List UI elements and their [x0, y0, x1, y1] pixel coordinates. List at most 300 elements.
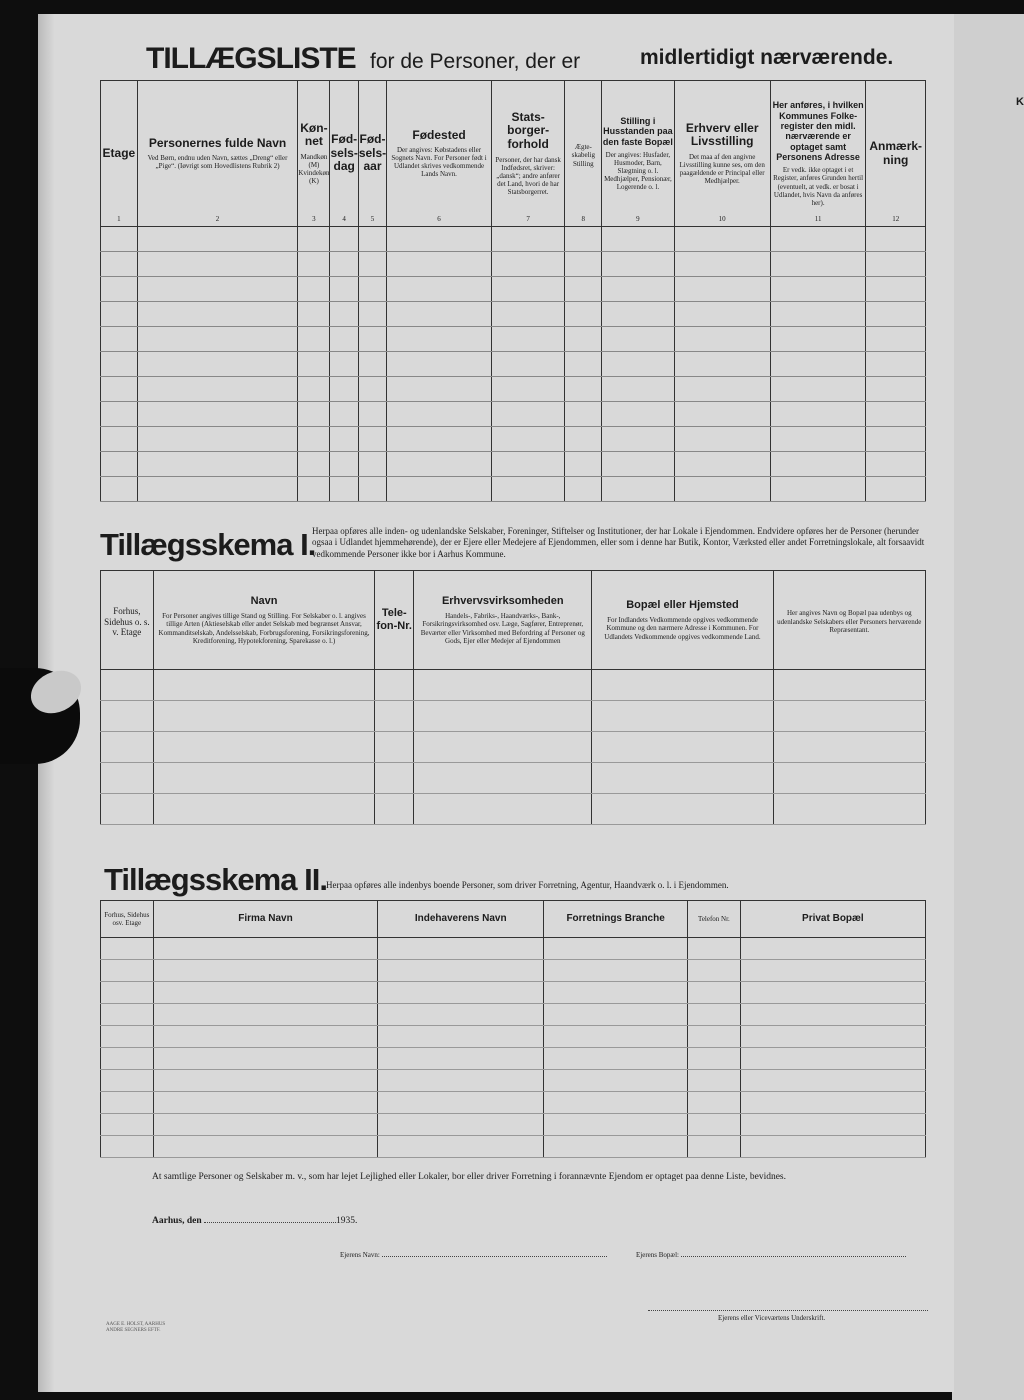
skema2-cell[interactable] — [378, 982, 544, 1004]
skema1-col-5 — [592, 571, 773, 670]
list-cell[interactable] — [330, 452, 358, 477]
skema1-cell[interactable] — [773, 794, 925, 825]
skema1-table — [100, 570, 926, 825]
list-cell[interactable] — [101, 427, 138, 452]
list-cell[interactable] — [491, 227, 564, 252]
list-row — [101, 227, 926, 252]
skema2-cell[interactable] — [101, 1114, 154, 1136]
skema1-cell[interactable] — [773, 701, 925, 732]
skema2-cell[interactable] — [688, 1092, 741, 1114]
list-cell[interactable] — [866, 277, 926, 302]
list-cell[interactable] — [866, 377, 926, 402]
list-cell[interactable] — [101, 277, 138, 302]
skema2-cell[interactable] — [688, 1048, 741, 1070]
skema2-cell[interactable] — [101, 982, 154, 1004]
list-cell[interactable] — [565, 452, 602, 477]
list-cell[interactable] — [298, 477, 330, 502]
list-col-note: Mandkøn (M) Kvindekøn (K) — [298, 153, 330, 186]
owner-name-label: Ejerens Navn: — [340, 1251, 380, 1259]
list-cell[interactable] — [866, 252, 926, 277]
list-cell[interactable] — [358, 227, 386, 252]
list-cell[interactable] — [298, 227, 330, 252]
list-cell[interactable] — [298, 327, 330, 352]
list-cell[interactable] — [491, 427, 564, 452]
skema2-cell[interactable] — [153, 960, 378, 982]
skema2-cell[interactable] — [740, 1048, 925, 1070]
list-cell[interactable] — [101, 452, 138, 477]
list-col-12 — [866, 81, 926, 227]
list-cell[interactable] — [674, 427, 770, 452]
list-cell[interactable] — [866, 352, 926, 377]
list-cell[interactable] — [866, 477, 926, 502]
skema1-cell[interactable] — [375, 794, 414, 825]
skema1-cell[interactable] — [101, 794, 154, 825]
skema2-cell[interactable] — [688, 1070, 741, 1092]
list-cell[interactable] — [674, 277, 770, 302]
skema2-instructions: Herpaa opføres alle indenbys boende Personer, som driver Forretning, Agentur, Haandværk o. l. i Ejendommen. — [326, 880, 729, 890]
list-cell[interactable] — [674, 402, 770, 427]
list-col-9 — [602, 81, 674, 227]
skema2-cell[interactable] — [544, 938, 688, 960]
skema2-cell[interactable] — [688, 1004, 741, 1026]
skema1-cell[interactable] — [592, 670, 773, 701]
list-cell[interactable] — [602, 227, 674, 252]
skema2-cell[interactable] — [153, 1070, 378, 1092]
skema2-col-head: Forhus, Sidehus osv. Etage — [104, 910, 150, 927]
list-cell[interactable] — [101, 352, 138, 377]
skema1-cell[interactable] — [773, 670, 925, 701]
skema1-cell[interactable] — [375, 763, 414, 794]
skema1-col-3 — [375, 571, 414, 670]
list-cell[interactable] — [137, 302, 298, 327]
skema2-cell[interactable] — [688, 960, 741, 982]
list-cell[interactable] — [101, 477, 138, 502]
list-cell[interactable] — [565, 427, 602, 452]
skema1-cell[interactable] — [414, 763, 592, 794]
list-cell[interactable] — [602, 377, 674, 402]
skema1-cell[interactable] — [101, 732, 154, 763]
list-cell[interactable] — [298, 427, 330, 452]
list-cell[interactable] — [387, 352, 492, 377]
skema2-col-6 — [740, 901, 925, 938]
skema2-col-head: Indehaverens Navn — [414, 913, 507, 925]
skema2-cell[interactable] — [544, 1114, 688, 1136]
skema1-cell[interactable] — [414, 794, 592, 825]
skema2-cell[interactable] — [378, 960, 544, 982]
skema2-cell[interactable] — [740, 982, 925, 1004]
list-cell[interactable] — [387, 452, 492, 477]
list-cell[interactable] — [330, 402, 358, 427]
skema1-cell[interactable] — [375, 732, 414, 763]
list-col-head: Stilling i Husstanden paa den faste Bopæl — [602, 115, 673, 147]
skema1-cell[interactable] — [592, 763, 773, 794]
skema2-cell[interactable] — [101, 938, 154, 960]
skema1-cell[interactable] — [375, 701, 414, 732]
list-col-number: 9 — [636, 214, 640, 223]
skema2-cell[interactable] — [378, 1136, 544, 1158]
skema2-cell[interactable] — [101, 1026, 154, 1048]
skema2-cell[interactable] — [688, 938, 741, 960]
list-cell[interactable] — [674, 252, 770, 277]
list-col-number: 4 — [342, 214, 346, 223]
list-cell[interactable] — [387, 427, 492, 452]
skema2-cell[interactable] — [544, 1136, 688, 1158]
list-cell[interactable] — [491, 377, 564, 402]
list-cell[interactable] — [358, 452, 386, 477]
list-cell[interactable] — [298, 352, 330, 377]
date-field[interactable] — [204, 1222, 336, 1223]
list-cell[interactable] — [137, 452, 298, 477]
signature-field[interactable] — [648, 1310, 928, 1311]
skema2-cell[interactable] — [544, 1026, 688, 1048]
skema1-col-head: Navn — [250, 594, 278, 607]
skema2-row — [101, 960, 926, 982]
skema1-col-note: For Personer angives tillige Stand og Stilling. For Selskaber o. l. angives tillige Arten (Aktieselskab eller andet Selskab med begrænset Ansvar, Kommanditselskab, Andelsselskab, Forbrugsforening, Forsikringsforening, Kreditforening, Hypotekforening, Sparekasse o. l.) — [158, 611, 370, 645]
list-cell[interactable] — [137, 277, 298, 302]
skema1-cell[interactable] — [414, 732, 592, 763]
list-cell[interactable] — [358, 427, 386, 452]
supplementary-list-table — [100, 80, 926, 502]
list-cell[interactable] — [770, 402, 866, 427]
place-label: Aarhus, den — [152, 1216, 202, 1226]
skema2-row — [101, 1114, 926, 1136]
list-cell[interactable] — [137, 352, 298, 377]
list-cell[interactable] — [387, 227, 492, 252]
list-col-3 — [298, 81, 330, 227]
list-cell[interactable] — [330, 227, 358, 252]
list-cell[interactable] — [330, 377, 358, 402]
skema2-cell[interactable] — [740, 1092, 925, 1114]
skema2-cell[interactable] — [378, 1114, 544, 1136]
list-cell[interactable] — [674, 452, 770, 477]
list-title-rest: for de Personer, der er — [370, 50, 581, 73]
list-cell[interactable] — [770, 377, 866, 402]
list-col-head: Fød-sels-dag — [330, 131, 358, 174]
list-row — [101, 427, 926, 452]
owner-address-line — [636, 1251, 906, 1259]
list-col-6 — [387, 81, 492, 227]
skema2-cell[interactable] — [740, 960, 925, 982]
list-cell[interactable] — [137, 252, 298, 277]
list-cell[interactable] — [770, 452, 866, 477]
skema1-cell[interactable] — [153, 763, 375, 794]
list-cell[interactable] — [101, 302, 138, 327]
list-cell[interactable] — [101, 252, 138, 277]
skema2-cell[interactable] — [378, 1092, 544, 1114]
list-cell[interactable] — [770, 277, 866, 302]
skema2-cell[interactable] — [740, 938, 925, 960]
list-cell[interactable] — [137, 477, 298, 502]
list-cell[interactable] — [602, 252, 674, 277]
list-cell[interactable] — [137, 402, 298, 427]
list-cell[interactable] — [298, 452, 330, 477]
skema1-text-2: Endvidere opføres her de Personer (herunder ogsaa i Udlandet hjemmehørende), der er Ejere eller Medejere af Ejendommen, eller som i denne har Butik, Kontor, Værksted eller andet Forretningslokale, alt forsaavidt vedkommende Personer ikke bor i Aarhus Kommune. — [312, 526, 925, 559]
skema2-cell[interactable] — [153, 938, 378, 960]
skema2-cell[interactable] — [544, 982, 688, 1004]
list-cell[interactable] — [387, 327, 492, 352]
skema2-cell[interactable] — [101, 1048, 154, 1070]
list-cell[interactable] — [866, 227, 926, 252]
list-cell[interactable] — [602, 477, 674, 502]
list-row — [101, 277, 926, 302]
owner-address-field[interactable] — [681, 1256, 906, 1257]
skema2-cell[interactable] — [101, 1070, 154, 1092]
skema1-cell[interactable] — [153, 701, 375, 732]
list-cell[interactable] — [674, 302, 770, 327]
skema2-cell[interactable] — [101, 960, 154, 982]
skema1-cell[interactable] — [773, 763, 925, 794]
list-col-note: Der angives: Købstadens eller Sognets Navn. For Personer født i Udlandet skrives vedkommende Lands Navn. — [391, 146, 487, 179]
list-cell[interactable] — [602, 352, 674, 377]
skema2-cell[interactable] — [101, 1092, 154, 1114]
list-cell[interactable] — [298, 277, 330, 302]
list-cell[interactable] — [137, 427, 298, 452]
list-cell[interactable] — [358, 327, 386, 352]
list-cell[interactable] — [565, 302, 602, 327]
list-cell[interactable] — [330, 327, 358, 352]
list-cell[interactable] — [101, 377, 138, 402]
list-cell[interactable] — [770, 352, 866, 377]
list-col-number: 8 — [581, 214, 586, 223]
skema2-cell[interactable] — [740, 1004, 925, 1026]
list-col-number: 10 — [718, 214, 726, 223]
list-cell[interactable] — [770, 327, 866, 352]
list-col-head: Køn-net — [300, 120, 328, 149]
skema2-col-head: Privat Bopæl — [802, 913, 864, 925]
skema2-col-4 — [544, 901, 688, 938]
list-cell[interactable] — [565, 402, 602, 427]
list-col-number: 12 — [892, 214, 900, 223]
list-cell[interactable] — [602, 427, 674, 452]
list-cell[interactable] — [491, 352, 564, 377]
list-cell[interactable] — [330, 277, 358, 302]
list-cell[interactable] — [298, 402, 330, 427]
owner-name-field[interactable] — [382, 1256, 607, 1257]
list-col-head: Stats-borger-forhold — [507, 109, 550, 152]
skema1-cell[interactable] — [414, 670, 592, 701]
list-cell[interactable] — [387, 252, 492, 277]
skema2-cell[interactable] — [153, 1136, 378, 1158]
skema2-cell[interactable] — [740, 1026, 925, 1048]
list-cell[interactable] — [137, 377, 298, 402]
list-cell[interactable] — [358, 277, 386, 302]
skema2-cell[interactable] — [378, 1026, 544, 1048]
list-cell[interactable] — [866, 402, 926, 427]
skema1-cell[interactable] — [153, 670, 375, 701]
skema1-col-head: Bopæl eller Hjemsted — [626, 598, 739, 611]
list-cell[interactable] — [674, 327, 770, 352]
skema2-col-2 — [153, 901, 378, 938]
list-cell[interactable] — [866, 302, 926, 327]
list-col-7 — [491, 81, 564, 227]
skema2-cell[interactable] — [153, 1026, 378, 1048]
owner-name-line — [340, 1251, 607, 1259]
list-cell[interactable] — [866, 427, 926, 452]
year-label: 1935. — [336, 1216, 358, 1226]
skema1-row — [101, 670, 926, 701]
list-col-note: Det maa af den angivne Livsstilling kunne ses, om den paagældende er Principal eller Medhjælper. — [679, 153, 765, 186]
skema2-cell[interactable] — [740, 1136, 925, 1158]
skema2-cell[interactable] — [688, 1136, 741, 1158]
list-cell[interactable] — [137, 327, 298, 352]
list-col-head: Etage — [102, 145, 136, 160]
skema1-col-head: Erhvervsvirksomheden — [441, 594, 564, 607]
skema2-cell[interactable] — [378, 1004, 544, 1026]
skema1-cell[interactable] — [592, 701, 773, 732]
skema2-cell[interactable] — [153, 1092, 378, 1114]
list-cell[interactable] — [674, 477, 770, 502]
skema2-cell[interactable] — [544, 1004, 688, 1026]
skema2-cell[interactable] — [544, 1092, 688, 1114]
skema2-cell[interactable] — [153, 1114, 378, 1136]
list-cell[interactable] — [387, 477, 492, 502]
list-cell[interactable] — [330, 477, 358, 502]
list-cell[interactable] — [565, 377, 602, 402]
skema2-cell[interactable] — [153, 982, 378, 1004]
list-col-number: 7 — [526, 214, 530, 223]
list-cell[interactable] — [602, 327, 674, 352]
list-col-note: Ægte-skabelig Stilling — [571, 143, 595, 168]
skema1-col-note: Forhus, Sidehus o. s. v. Etage — [104, 605, 150, 638]
skema2-cell[interactable] — [544, 1048, 688, 1070]
list-cell[interactable] — [602, 302, 674, 327]
list-cell[interactable] — [387, 377, 492, 402]
list-cell[interactable] — [298, 302, 330, 327]
list-cell[interactable] — [358, 352, 386, 377]
skema2-cell[interactable] — [740, 1114, 925, 1136]
list-cell[interactable] — [674, 377, 770, 402]
list-cell[interactable] — [866, 452, 926, 477]
list-cell[interactable] — [565, 327, 602, 352]
next-page-letter: K — [1016, 96, 1024, 108]
skema1-instructions — [312, 526, 927, 560]
list-cell[interactable] — [101, 227, 138, 252]
list-cell[interactable] — [298, 377, 330, 402]
skema1-cell[interactable] — [153, 732, 375, 763]
skema1-cell[interactable] — [101, 763, 154, 794]
list-cell[interactable] — [358, 377, 386, 402]
list-cell[interactable] — [101, 327, 138, 352]
skema2-cell[interactable] — [153, 1048, 378, 1070]
list-title: TILLÆGSLISTE — [146, 42, 356, 75]
list-cell[interactable] — [770, 427, 866, 452]
list-row — [101, 402, 926, 427]
list-col-number: 5 — [370, 214, 375, 223]
list-cell[interactable] — [101, 402, 138, 427]
list-cell[interactable] — [358, 252, 386, 277]
list-cell[interactable] — [770, 252, 866, 277]
skema1-cell[interactable] — [375, 670, 414, 701]
list-cell[interactable] — [330, 427, 358, 452]
list-cell[interactable] — [602, 452, 674, 477]
skema2-row — [101, 982, 926, 1004]
skema1-cell[interactable] — [101, 670, 154, 701]
skema2-cell[interactable] — [101, 1136, 154, 1158]
skema1-cell[interactable] — [153, 794, 375, 825]
list-cell[interactable] — [137, 227, 298, 252]
list-col-head: Anmærk-ning — [869, 138, 923, 167]
list-cell[interactable] — [565, 227, 602, 252]
list-cell[interactable] — [491, 402, 564, 427]
attestation-statement: At samtlige Personer og Selskaber m. v., som har lejet Lejlighed eller Lokaler, bor eller driver Forretning i forannævnte Ejendom er optaget paa denne Liste, bevidnes. — [152, 1172, 786, 1182]
list-cell[interactable] — [491, 302, 564, 327]
list-col-10 — [674, 81, 770, 227]
list-cell[interactable] — [387, 277, 492, 302]
list-cell[interactable] — [770, 227, 866, 252]
skema2-cell[interactable] — [153, 1004, 378, 1026]
skema2-cell[interactable] — [544, 1070, 688, 1092]
list-col-note: Ved Børn, endnu uden Navn, sættes „Dreng“ eller „Pige“. (Iøvrigt som Hovedlistens Rubrik 2) — [147, 154, 288, 171]
list-cell[interactable] — [330, 302, 358, 327]
skema1-row — [101, 794, 926, 825]
list-cell[interactable] — [387, 402, 492, 427]
list-cell[interactable] — [866, 327, 926, 352]
skema1-row — [101, 732, 926, 763]
skema2-cell[interactable] — [101, 1004, 154, 1026]
skema2-cell[interactable] — [688, 1026, 741, 1048]
skema1-cell[interactable] — [592, 732, 773, 763]
skema2-cell[interactable] — [378, 938, 544, 960]
list-title-bold: midlertidigt nærværende. — [640, 46, 894, 69]
list-cell[interactable] — [298, 252, 330, 277]
list-cell[interactable] — [491, 252, 564, 277]
list-col-number: 6 — [437, 214, 441, 223]
list-cell[interactable] — [491, 327, 564, 352]
list-cell[interactable] — [602, 402, 674, 427]
skema2-col-3 — [378, 901, 544, 938]
list-row — [101, 252, 926, 277]
skema1-title: Tillægsskema I. — [100, 527, 316, 562]
list-cell[interactable] — [387, 302, 492, 327]
skema2-cell[interactable] — [740, 1070, 925, 1092]
list-cell[interactable] — [565, 477, 602, 502]
list-col-head: Her anføres, i hvilken Kommunes Folke-register den midl. nærværende er optaget samt Personens Adresse — [772, 100, 864, 163]
list-cell[interactable] — [565, 277, 602, 302]
list-cell[interactable] — [358, 402, 386, 427]
list-cell[interactable] — [330, 252, 358, 277]
skema1-col-1 — [101, 571, 154, 670]
list-cell[interactable] — [770, 302, 866, 327]
skema2-cell[interactable] — [378, 1048, 544, 1070]
skema2-cell[interactable] — [378, 1070, 544, 1092]
skema1-cell[interactable] — [773, 732, 925, 763]
list-cell[interactable] — [674, 227, 770, 252]
list-cell[interactable] — [330, 352, 358, 377]
skema2-cell[interactable] — [688, 1114, 741, 1136]
skema1-cell[interactable] — [414, 701, 592, 732]
list-row — [101, 302, 926, 327]
list-cell[interactable] — [358, 302, 386, 327]
skema2-cell[interactable] — [688, 982, 741, 1004]
skema1-cell[interactable] — [101, 701, 154, 732]
list-col-note: Personer, der har dansk Indfødsret, skriver: „dansk“; andre anfører det Land, hvori de har Statsborgerret. — [495, 156, 561, 197]
skema2-row — [101, 1070, 926, 1092]
list-col-1 — [101, 81, 138, 227]
list-cell[interactable] — [565, 252, 602, 277]
skema2-row — [101, 938, 926, 960]
list-col-4 — [330, 81, 358, 227]
list-cell[interactable] — [491, 277, 564, 302]
list-cell[interactable] — [770, 477, 866, 502]
skema2-cell[interactable] — [544, 960, 688, 982]
list-cell[interactable] — [358, 477, 386, 502]
list-cell[interactable] — [602, 277, 674, 302]
list-cell[interactable] — [565, 352, 602, 377]
list-cell[interactable] — [674, 352, 770, 377]
list-cell[interactable] — [491, 452, 564, 477]
skema1-cell[interactable] — [592, 794, 773, 825]
list-cell[interactable] — [491, 477, 564, 502]
